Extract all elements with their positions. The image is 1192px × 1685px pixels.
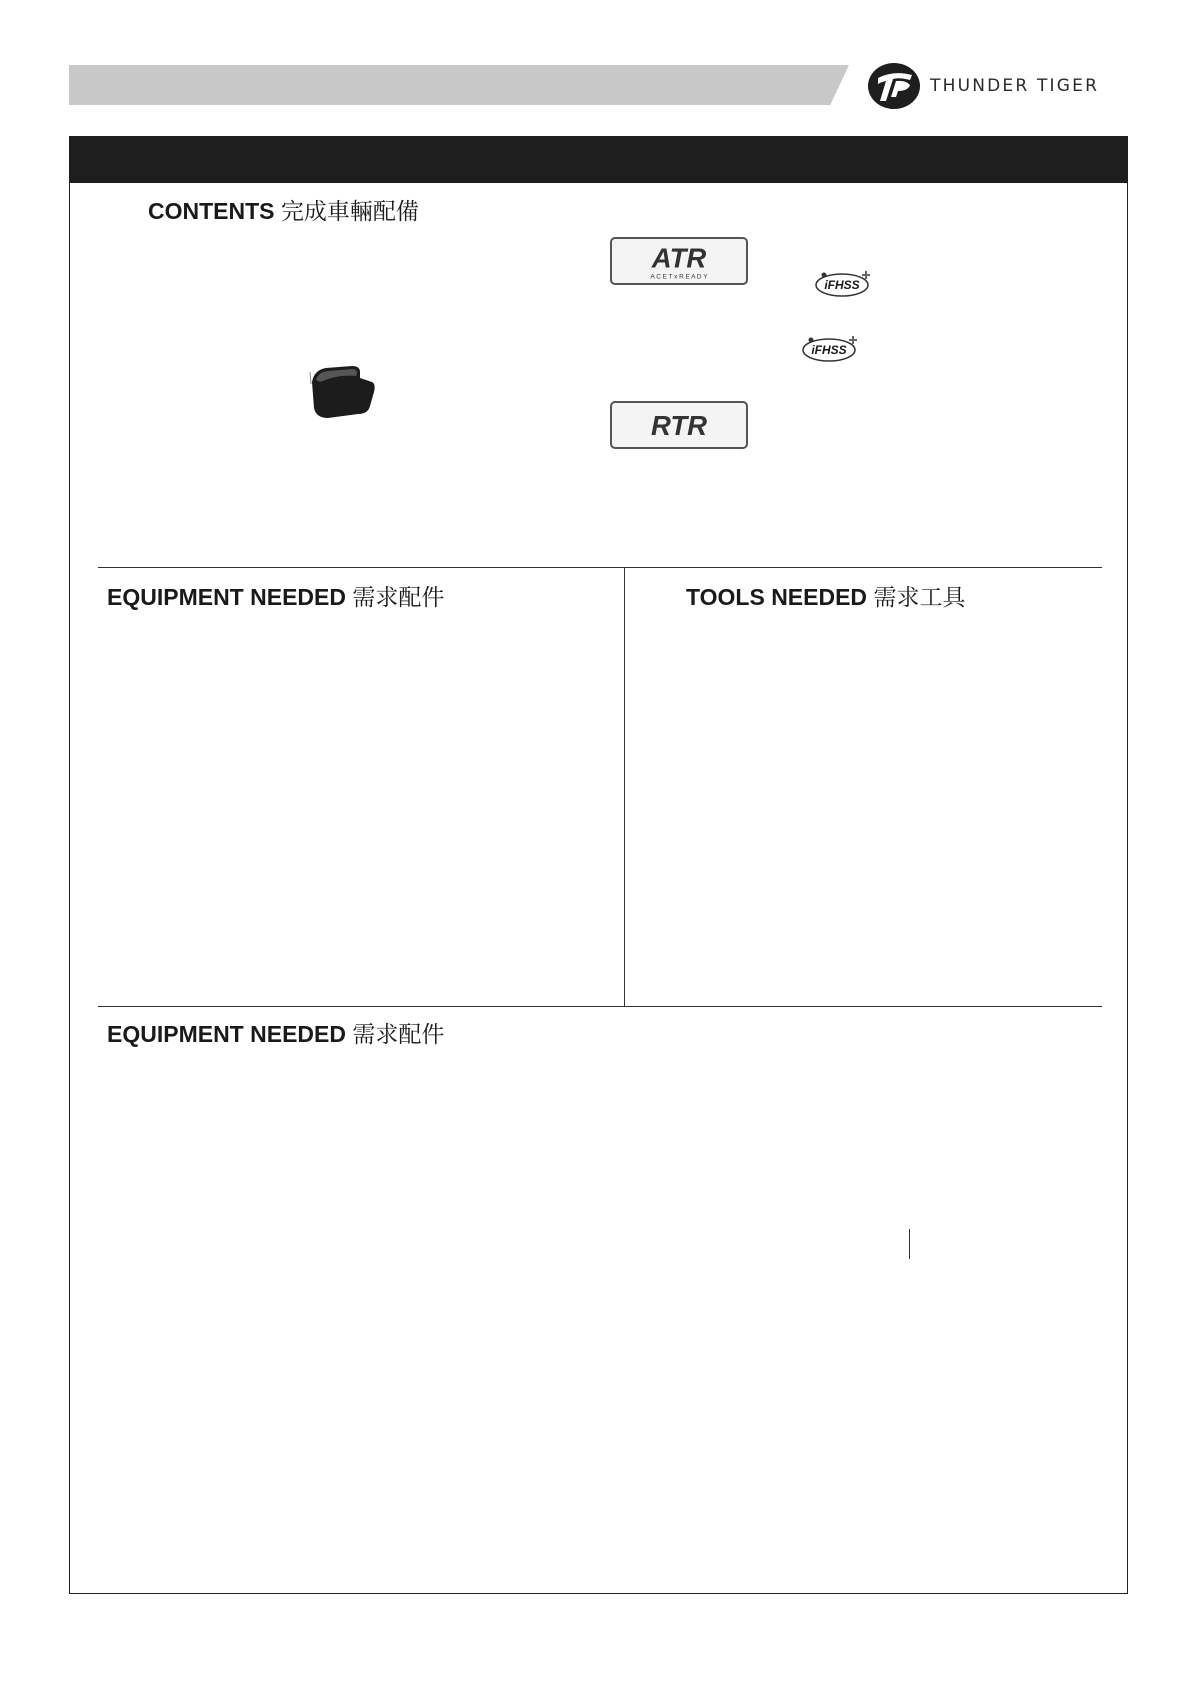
equipment-heading-bottom [107, 1016, 444, 1049]
equipment-label-cjk: 需求配件 [352, 585, 445, 611]
contents-heading [148, 193, 419, 226]
contents-label: CONTENTS [148, 198, 275, 224]
rtr-badge [610, 401, 748, 449]
page-frame [69, 136, 1128, 1594]
tools-label: TOOLS NEEDED [686, 584, 868, 610]
divider-bottom [98, 1006, 1102, 1007]
equipment-label: EQUIPMENT NEEDED [107, 584, 346, 610]
rtr-title: RTR [650, 410, 708, 442]
ifhss-logo-icon [801, 333, 863, 363]
equipment-heading-top [107, 579, 444, 612]
divider-top [98, 567, 1102, 568]
ifhss-text: iFHSS [824, 278, 860, 292]
ifhss-text: iFHSS [811, 343, 847, 357]
ifhss-logo-icon [814, 268, 876, 298]
equipment-label-cjk: 需求配件 [352, 1022, 445, 1048]
contents-label-cjk: 完成車輛配備 [280, 199, 419, 225]
atr-subtitle: A C E T x R E A D Y [650, 273, 708, 281]
tools-label-cjk: 需求工具 [873, 585, 966, 611]
brand-name: THUNDER TIGER [930, 76, 1100, 96]
header-band [69, 65, 849, 105]
divider-middle [624, 567, 625, 1007]
section-title-bar [69, 136, 1128, 183]
atr-badge [610, 237, 748, 285]
tools-heading [686, 579, 965, 612]
thunder-tiger-logo-icon [866, 61, 922, 111]
equipment-label: EQUIPMENT NEEDED [107, 1021, 346, 1047]
divider-short [909, 1229, 910, 1259]
atr-title: ATR [651, 242, 707, 274]
atr-badge-graphic [612, 239, 746, 283]
battery-pack-icon [308, 362, 378, 420]
brand [866, 60, 1099, 112]
rtr-badge-graphic [612, 403, 746, 447]
